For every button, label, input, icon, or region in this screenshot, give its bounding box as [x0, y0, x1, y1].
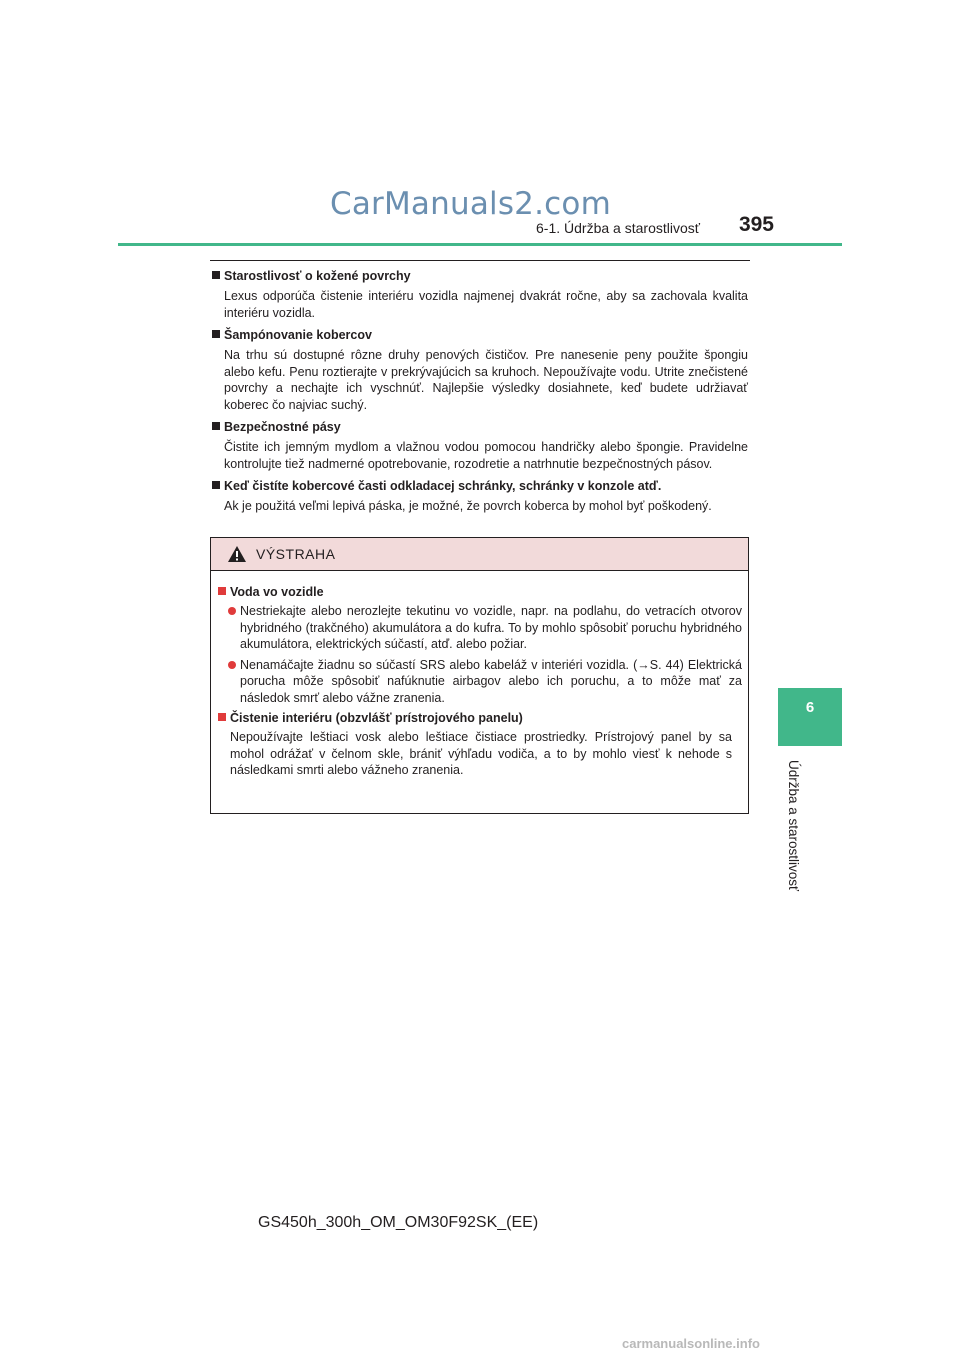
warning-bullet-text: Nestriekajte alebo nerozlejte tekutinu vo vozidle, napr. na podlahu, do vetracích otvorov hybridného (trakčného) akumulátora a do kufra. To by mohlo spôsobiť poruchu hybridného akumulátora, elektrických súčastí, atď. alebo požiar.	[240, 604, 742, 651]
document-code: GS450h_300h_OM_OM30F92SK_(EE)	[258, 1214, 539, 1231]
page-number: 395	[738, 213, 774, 236]
warning-section-title: Voda vo vozidle	[230, 585, 324, 599]
dot-bullet-icon	[228, 661, 236, 669]
list-item	[228, 657, 742, 707]
item-title: Starostlivosť o kožené povrchy	[224, 269, 411, 283]
square-bullet-icon	[212, 481, 220, 489]
item-title: Bezpečnostné pásy	[224, 420, 341, 434]
list-item	[228, 603, 742, 653]
section-title: 6-1. Údržba a starostlivosť	[536, 220, 700, 236]
content-list	[212, 268, 748, 521]
warning-section-body: Nepoužívajte leštiaci vosk alebo leštiace čistiace prostriedky. Prístrojový panel by sa mohol odrážať v čelnom skle, brániť výhľadu vodiča, a to by mohlo viesť k nehode s následkami smrti alebo vážneho zranenia.	[230, 730, 732, 777]
warning-section-title: Čistenie interiéru (obzvlášť prístrojového panelu)	[230, 711, 523, 725]
watermark-logo: CarManuals2.com	[330, 186, 611, 222]
square-bullet-icon	[218, 713, 226, 721]
watermark-footer: carmanualsonline.info	[622, 1336, 760, 1351]
chapter-tab	[778, 688, 842, 746]
list-item	[212, 478, 748, 515]
item-body: Čistite ich jemným mydlom a vlažnou vodou pomocou handričky alebo špongie. Pravidelne kontrolujte tiež nadmerné opotrebovanie, rozodretie a natrhnutie bezpečnostných pásov.	[224, 440, 748, 471]
warning-box	[210, 537, 749, 814]
content-rule	[210, 260, 750, 261]
warning-bullet-text: Nenamáčajte žiadnu so súčastí SRS alebo kabeláž v interiéri vozidla. (→S. 44) Elektrická porucha môže spôsobiť nafúknutie airbagov alebo ich poruchu, a to môže mať za následok smrť alebo vážne zranenia.	[240, 657, 742, 705]
square-bullet-icon	[212, 271, 220, 279]
item-body: Lexus odporúča čistenie interiéru vozidla najmenej dvakrát ročne, aby sa zachovala kvalita interiéru vozidla.	[224, 289, 748, 320]
item-body: Na trhu sú dostupné rôzne druhy penových čističov. Pre nanesenie peny použite špongiu alebo kefu. Penu roztierajte v prekrývajúcich sa kruhoch. Nepoužívajte vodu. Utrite znečistené povrchy a nechajte ich vyschnúť. Najlepšie výsledky dosiahnete, keď budete udržiavať koberec čo najviac suchý.	[224, 348, 748, 412]
list-item	[212, 327, 748, 413]
warning-title: VÝSTRAHA	[256, 546, 336, 562]
square-bullet-icon	[218, 587, 226, 595]
warning-content	[211, 571, 748, 779]
warning-header	[211, 538, 748, 571]
header-rule	[118, 243, 842, 246]
square-bullet-icon	[212, 330, 220, 338]
item-title: Keď čistíte kobercové časti odkladacej schránky, schránky v konzole atď.	[224, 479, 662, 493]
chapter-number: 6	[805, 699, 815, 716]
list-item	[212, 419, 748, 472]
chapter-title-vertical: Údržba a starostlivosť	[786, 760, 801, 892]
square-bullet-icon	[212, 422, 220, 430]
warning-triangle-icon	[227, 545, 247, 563]
item-body: Ak je použitá veľmi lepivá páska, je možné, že povrch koberca by mohol byť poškodený.	[224, 499, 712, 513]
item-title: Šampónovanie kobercov	[224, 328, 372, 342]
dot-bullet-icon	[228, 607, 236, 615]
list-item	[212, 268, 748, 321]
